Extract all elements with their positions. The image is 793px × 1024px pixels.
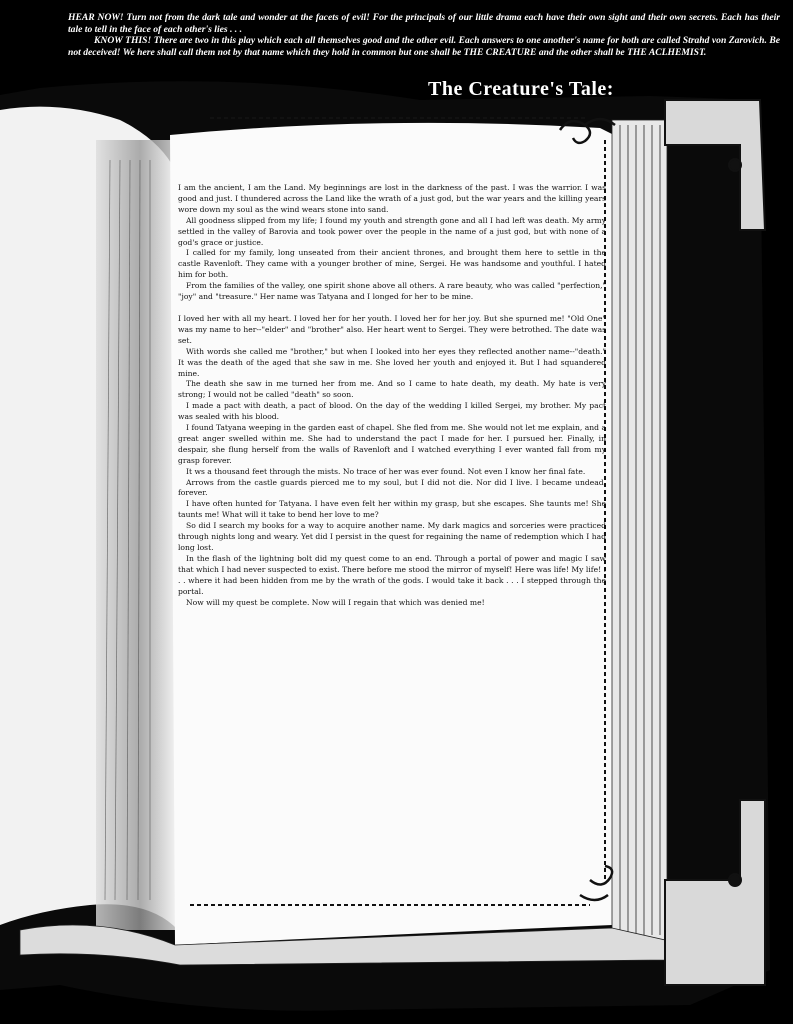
- intro-paragraph: KNOW THIS! There are two in this play which each all themselves good and the other evil. Each answers to one another's name for both are called Strahd von Zarovich. Be not deceived! We here shall call them not by that name which they hold in common but one shall be THE CREATURE and the other shall be THE ACLHEMIST.: [68, 35, 780, 58]
- tale-body: [178, 183, 606, 608]
- tale-paragraph: So did I search my books for a way to acquire another name. My dark magics and sorceries were practiced through nights long and weary. Yet did I persist in the quest for regaining the name of redemption which I had long lost.: [178, 521, 606, 552]
- tale-paragraph: It ws a thousand feet through the mists. No trace of her was ever found. Not even I know her final fate.: [186, 466, 586, 476]
- tale-paragraph: Arrows from the castle guards pierced me to my soul, but I did not die. Nor did I live. I became undead, forever.: [178, 477, 606, 498]
- tale-paragraph: I found Tatyana weeping in the garden east of chapel. She fled from me. She would not let me explain, and a great anger swelled within me. She had to understand the pact I made for her. I pursued her. Finally, in despair, she flung herself from the walls of Ravenloft and I watched everything I ever wanted fall from my grasp forever.: [178, 423, 606, 465]
- tale-paragraph: The death she saw in me turned her from me. And so I came to hate death, my death. My hate is very strong; I would not be called "death" so soon.: [178, 379, 606, 400]
- tale-paragraph: I am the ancient, I am the Land. My beginnings are lost in the darkness of the past. I was the warrior. I was good and just. I thundered across the Land like the wrath of a just god, but the war years and the killing years wore down my soul as the wind wears stone into sand.: [178, 183, 606, 214]
- tale-paragraph: With words she called me "brother," but when I looked into her eyes they reflected another name--"death." It was the death of the aged that she saw in me. She loved her youth and enjoyed it. But I had squandered mine.: [178, 346, 606, 378]
- tale-paragraph: From the families of the valley, one spirit shone above all others. A rare beauty, who was called "perfection," "joy" and "treasure." Her name was Tatyana and I longed for her to be mine.: [178, 281, 606, 302]
- tale-title: The Creature's Tale:: [428, 78, 614, 100]
- page-edges: [612, 120, 667, 940]
- intro-paragraph: HEAR NOW! Turn not from the dark tale and wonder at the facets of evil! For the principals of our little drama each have their own sight and their own secrets. Each has their tale to tell in the face of each other's lies . . .: [68, 12, 780, 35]
- intro-text: [68, 12, 780, 58]
- tale-paragraph: I called for my family, long unseated from their ancient thrones, and brought them here to settle in the castle Ravenloft. They came with a younger brother of mine, Sergei. He was handsome and youthful. I hated him for both.: [178, 248, 606, 280]
- tale-paragraph: All goodness slipped from my life; I found my youth and strength gone and all I had left was death. My army settled in the valley of Barovia and took power over the people in the name of a just god, but with none of a god's grace or justice.: [178, 215, 606, 247]
- tale-paragraph: In the flash of the lightning bolt did my quest come to an end. Through a portal of power and magic I saw that which I had never suspected to exist. There before me stood the mirror of myself! Here was life! My life! . . . where it had been hidden from me by the wrath of the gods. I would take it back . . . I stepped through the portal.: [178, 553, 606, 596]
- tale-paragraph: I loved her with all my heart. I loved her for her youth. I loved her for her joy. But she spurned me! "Old One" was my name to her--"elder" and "brother" also. Her heart went to Sergei. They were betrothed. The date was set.: [178, 313, 606, 345]
- tale-paragraph: I have often hunted for Tatyana. I have even felt her within my grasp, but she escapes. She taunts me! She taunts me! What will it take to bend her love to me?: [178, 499, 606, 520]
- tale-paragraph: I made a pact with death, a pact of blood. On the day of the wedding I killed Sergei, my brother. My pact was sealed with his blood.: [178, 401, 606, 422]
- tale-paragraph: Now will my quest be complete. Now will I regain that which was denied me!: [186, 597, 485, 607]
